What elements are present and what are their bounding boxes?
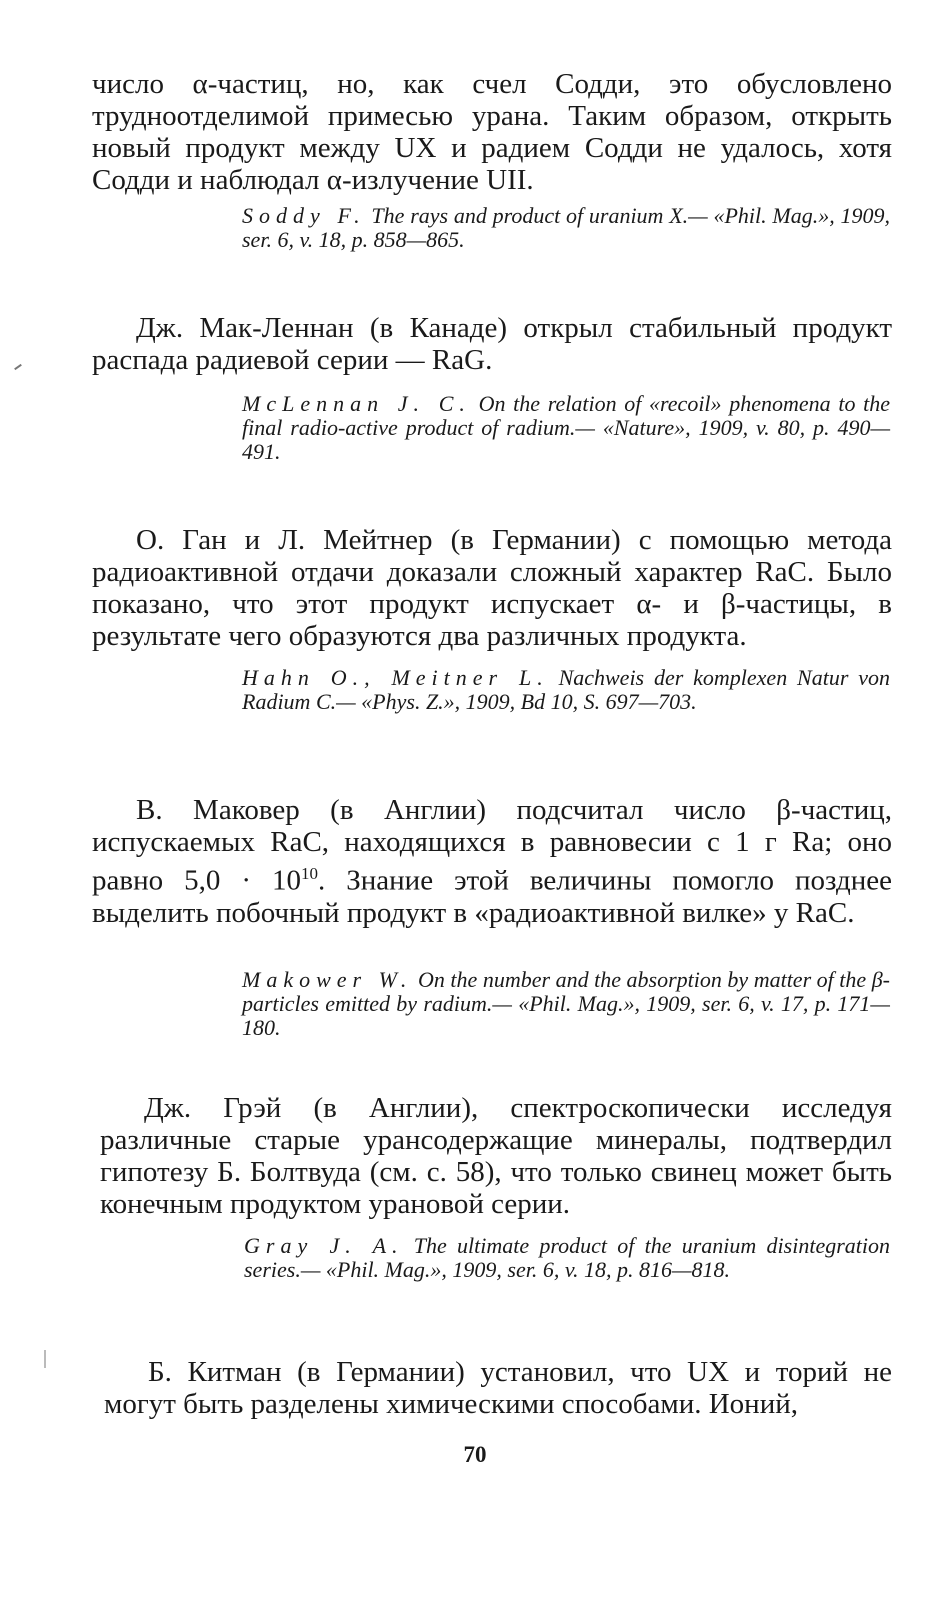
reference-5-details: The ultimate product of the uranium disintegration series.— «Phil. Mag.», 1909, ser. 6, v. 18, p. 816—818. xyxy=(244,1233,890,1282)
margin-mark xyxy=(44,1350,46,1368)
text-block-4 xyxy=(92,794,892,929)
reference-4 xyxy=(242,968,890,1040)
reference-5 xyxy=(244,1234,890,1282)
reference-1-details: The rays and product of uranium X.— «Phil. Mag.», 1909, ser. 6, v. 18, p. 858—865. xyxy=(242,203,890,252)
exponent: 10 xyxy=(301,864,318,883)
reference-4-author: Makower W. xyxy=(242,967,413,992)
reference-5-author: Gray J. A. xyxy=(244,1233,404,1258)
reference-1 xyxy=(242,204,890,252)
reference-3-author: Hahn O., Meitner L. xyxy=(242,665,549,690)
text-block-6 xyxy=(104,1356,892,1420)
reference-4-details: On the number and the absorption by matter of the β-particles emitted by radium.— «Phil. Mag.», 1909, ser. 6, v. 17, p. 171—180. xyxy=(242,967,891,1040)
text-block-3 xyxy=(92,524,892,652)
paragraph-4 xyxy=(92,794,892,929)
paragraph-5: Дж. Грэй (в Англии), спектроскопически исследуя различные старые урансодержащие минералы, подтвердил гипотезу Б. Болтвуда (см. с. 58), что только свинец может быть конечным продуктом урановой серии. xyxy=(100,1092,892,1220)
text-block-2 xyxy=(92,312,892,376)
paragraph-1: число α-частиц, но, как счел Содди, это обусловлено трудноотделимой примесью урана. Таким образом, открыть новый продукт между UX и радием Содди не удалось, хотя Содди и наблюдал α-излучение UII. xyxy=(92,68,892,196)
paragraph-4-start: В. Маковер (в Англии) подсчитал число β-частиц, испускаемых RaC, находящихся в равновесии с 1 г Ra; оно равно 5,0 · 10 xyxy=(92,794,892,897)
paragraph-3: О. Ган и Л. Мейтнер (в Германии) с помощью метода радиоактивной отдачи доказали сложный характер RaC. Было показано, что этот продукт испускает α- и β-частицы, в результате чего образуются два различных продукта. xyxy=(92,524,892,652)
paragraph-4-end: . Знание этой величины помогло позднее выделить побочный продукт в «радиоактивной вилке» у RaC. xyxy=(92,864,893,929)
reference-3 xyxy=(242,666,890,714)
text-block-5 xyxy=(100,1092,892,1220)
paragraph-2: Дж. Мак-Леннан (в Канаде) открыл стабильный продукт распада радиевой серии — RaG. xyxy=(92,312,892,376)
reference-2-author: McLennan J. C. xyxy=(242,391,471,416)
reference-2 xyxy=(242,392,890,464)
reference-1-author: Soddy F. xyxy=(242,203,366,228)
margin-mark xyxy=(14,364,22,370)
page-number: 70 xyxy=(463,1442,487,1467)
text-block-1 xyxy=(92,68,892,196)
reference-2-details: On the relation of «recoil» phenomena to the final radio-active product of radium.— «Nature», 1909, v. 80, p. 490—491. xyxy=(242,391,891,464)
reference-3-details: Nachweis der komplexen Natur von Radium C.— «Phys. Z.», 1909, Bd 10, S. 697—703. xyxy=(242,665,891,714)
paragraph-6: Б. Китман (в Германии) установил, что UX и торий не могут быть разделены химическими способами. Ионий, xyxy=(104,1356,892,1420)
